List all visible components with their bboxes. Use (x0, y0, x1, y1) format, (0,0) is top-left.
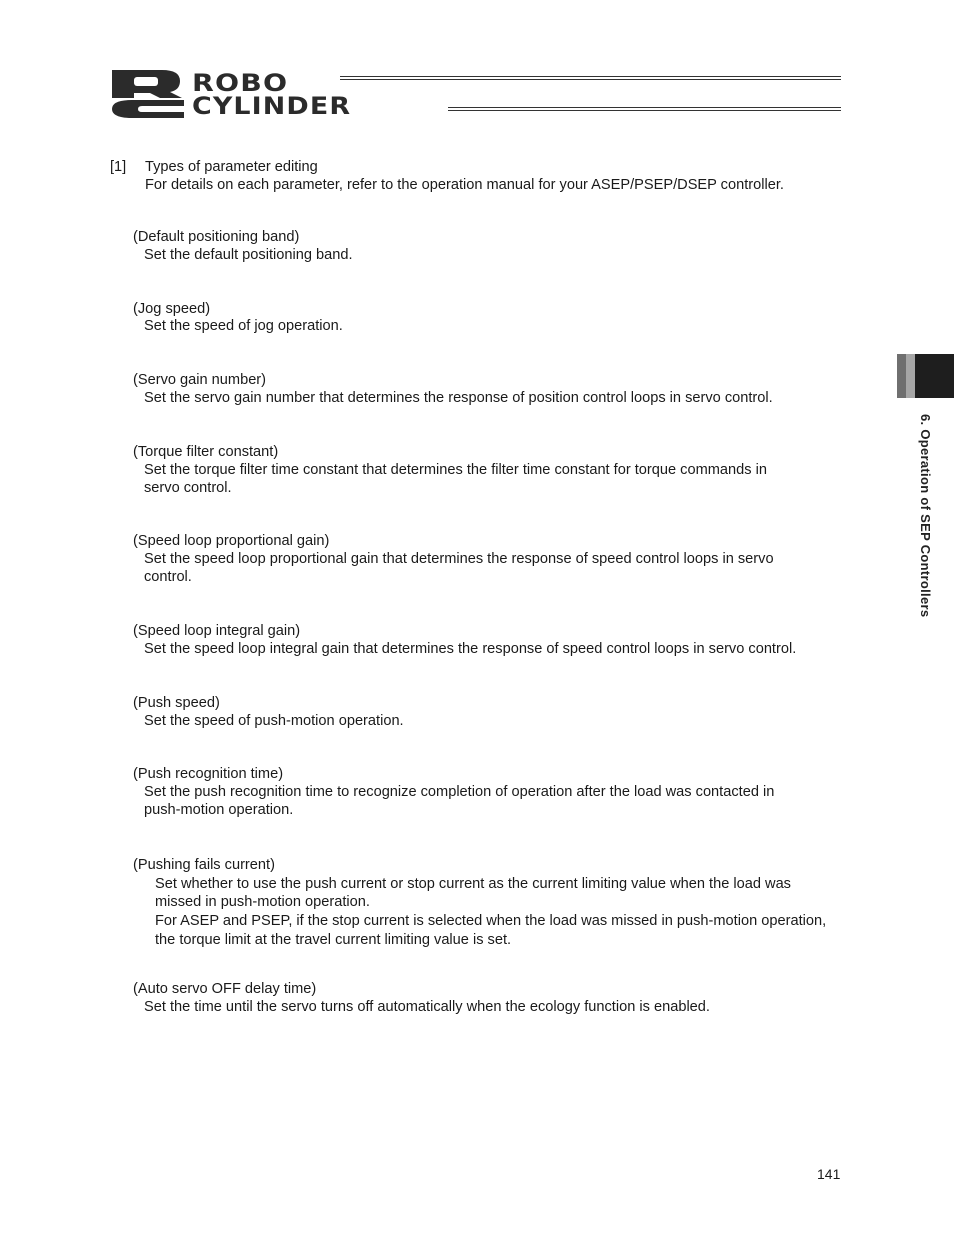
parameter-description: Set whether to use the push current or stop current as the current limiting value when the load was (155, 876, 791, 892)
parameter-name: (Speed loop integral gain) (133, 623, 301, 639)
parameter-name: (Speed loop proportional gain) (133, 533, 330, 549)
parameter-name: (Jog speed) (133, 301, 211, 317)
parameter-description: Set the speed loop integral gain that determines the response of speed control loops in servo control. (144, 641, 797, 657)
parameter-name: (Auto servo OFF delay time) (133, 981, 317, 997)
parameter-name: (Servo gain number) (133, 372, 267, 388)
chapter-tab-label: 6. Operation of SEP Controllers (918, 414, 933, 618)
parameter-name: (Push recognition time) (133, 766, 284, 782)
parameter-description: missed in push-motion operation. (155, 894, 370, 910)
brand-word-top: ROBO (192, 69, 289, 97)
parameter-description: Set the speed of push-motion operation. (144, 713, 404, 729)
parameter-name: (Default positioning band) (133, 229, 300, 245)
header-rule-bottom (448, 107, 841, 111)
parameter-description: Set the push recognition time to recognize completion of operation after the load was contacted in (144, 784, 775, 800)
parameter-description: servo control. (144, 480, 232, 496)
parameter-description: push-motion operation. (144, 802, 294, 818)
header-rule-top (340, 76, 841, 80)
page-number: 141 (817, 1166, 841, 1182)
parameter-description: the torque limit at the travel current limiting value is set. (155, 932, 512, 948)
parameter-description: Set the speed of jog operation. (144, 318, 343, 334)
parameter-description: Set the torque filter time constant that determines the filter time constant for torque commands in (144, 462, 767, 478)
parameter-description: Set the servo gain number that determines the response of position control loops in servo control. (144, 390, 773, 406)
section-intro: For details on each parameter, refer to the operation manual for your ASEP/PSEP/DSEP controller. (145, 177, 784, 193)
section-title: Types of parameter editing (145, 159, 318, 175)
parameter-description: Set the default positioning band. (144, 247, 353, 263)
parameter-name: (Push speed) (133, 695, 220, 711)
parameter-description: Set the speed loop proportional gain that determines the response of speed control loops in servo (144, 551, 774, 567)
robo-cylinder-logo-icon (110, 68, 186, 120)
parameter-name: (Pushing fails current) (133, 857, 275, 873)
parameter-description: Set the time until the servo turns off automatically when the ecology function is enabled. (144, 999, 710, 1015)
parameter-description: For ASEP and PSEP, if the stop current is selected when the load was missed in push-motion operation, (155, 913, 827, 929)
parameter-description: control. (144, 569, 192, 585)
chapter-tab-marker (897, 354, 954, 398)
parameter-name: (Torque filter constant) (133, 444, 279, 460)
section-number: [1] (110, 159, 127, 175)
brand-word-bottom: CYLINDER (192, 92, 352, 120)
